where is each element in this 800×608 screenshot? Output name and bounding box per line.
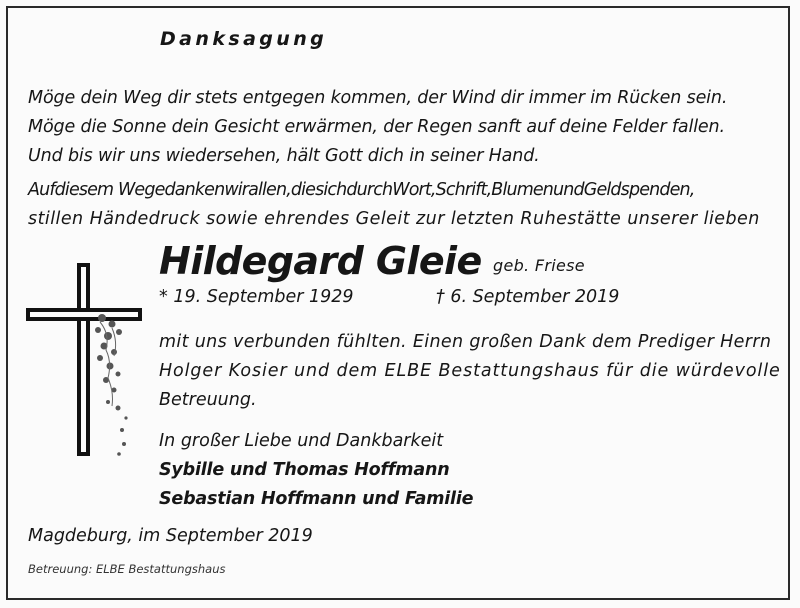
signatory: Sybille und Thomas Hoffmann [159, 460, 450, 480]
cross-with-flowers-icon [22, 258, 147, 463]
maiden-name: geb. Friese [493, 256, 585, 275]
body-line: Holger Kosier und dem ELBE Bestattungshaus für die würdevolle [159, 361, 781, 381]
body-line: Betreuung. [159, 390, 257, 410]
thanks-line: Aufdiesem Wegedankenwirallen,diesichdurchWort,Schrift,BlumenundGeldspenden, [28, 180, 695, 200]
place-date: Magdeburg, im September 2019 [28, 526, 313, 546]
verse-line: Möge die Sonne dein Gesicht erwärmen, der Regen sanft auf deine Felder fallen. [28, 117, 725, 137]
signature-block [159, 427, 473, 514]
death-date: † 6. September 2019 [436, 287, 620, 307]
verse-line: Und bis wir uns wiedersehen, hält Gott dich in seiner Hand. [28, 146, 540, 166]
verse-block [28, 84, 727, 171]
closing-phrase: In großer Liebe und Dankbarkeit [159, 431, 444, 451]
body-line: mit uns verbunden fühlten. Einen großen Dank dem Prediger Herrn [159, 332, 772, 352]
verse-line: Möge dein Weg dir stets entgegen kommen, der Wind dir immer im Rücken sein. [28, 88, 728, 108]
birth-date: * 19. September 1929 [159, 287, 354, 307]
thanks-line: stillen Händedruck sowie ehrendes Geleit zur letzten Ruhestätte unserer lieben [28, 209, 760, 229]
thanks-body [159, 328, 781, 415]
deceased-name: Hildegard Gleie [159, 239, 482, 283]
signatory: Sebastian Hoffmann und Familie [159, 489, 474, 509]
funeral-home-credit: Betreuung: ELBE Bestattungshaus [28, 562, 226, 576]
notice-heading: Danksagung [160, 28, 328, 50]
